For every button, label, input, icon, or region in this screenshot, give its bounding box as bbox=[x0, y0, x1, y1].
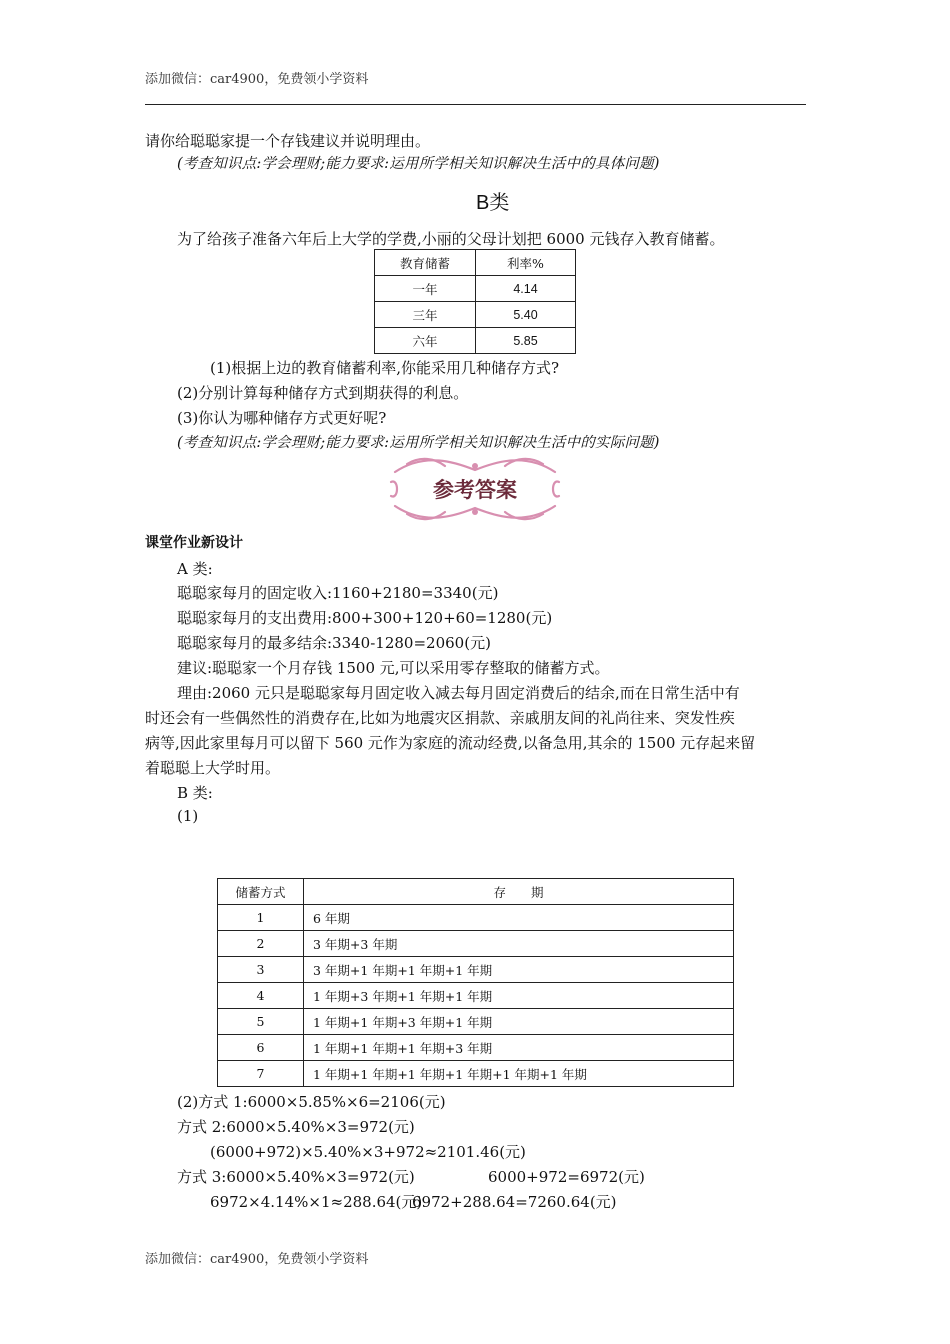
table-header-row bbox=[218, 879, 734, 905]
reason-line: 理由:2060 元只是聪聪家每月固定收入减去每月固定消费后的结余,而在日常生活中有 bbox=[177, 684, 740, 702]
table-cell: 3 年期+3 年期 bbox=[304, 931, 734, 957]
table-row bbox=[218, 957, 734, 983]
b-label: B 类: bbox=[177, 784, 213, 802]
table-cell: 三年 bbox=[375, 302, 476, 328]
question-1: (1)根据上边的教育储蓄利率,你能采用几种储存方式? bbox=[210, 359, 560, 377]
table-cell: 1 年期+1 年期+3 年期+1 年期 bbox=[304, 1009, 734, 1035]
question-2: (2)分别计算每种储存方式到期获得的利息。 bbox=[177, 384, 469, 402]
section-b-desc: 为了给孩子准备六年后上大学的学费,小丽的父母计划把 6000 元钱存入教育储蓄。 bbox=[177, 230, 725, 248]
b-part-1: (1) bbox=[177, 807, 199, 825]
table-cell: 1 年期+1 年期+1 年期+1 年期+1 年期+1 年期 bbox=[304, 1061, 734, 1087]
reason-line: 着聪聪上大学时用。 bbox=[145, 759, 281, 777]
table-row bbox=[218, 1061, 734, 1087]
table-row bbox=[218, 1009, 734, 1035]
storage-methods-table bbox=[217, 878, 734, 1087]
answer-banner bbox=[385, 452, 565, 526]
table-header-row bbox=[375, 250, 576, 276]
method-3-total: 6972+288.64=7260.64(元) bbox=[412, 1193, 617, 1211]
table-cell: 5.40 bbox=[476, 302, 576, 328]
table-cell: 一年 bbox=[375, 276, 476, 302]
table-cell: 5.85 bbox=[476, 328, 576, 354]
page-footer: 添加微信：car4900，免费领小学资料 bbox=[145, 1252, 369, 1267]
table-cell: 1 年期+1 年期+1 年期+3 年期 bbox=[304, 1035, 734, 1061]
section-b-note: (考查知识点:学会理财;能力要求:运用所学相关知识解决生活中的实际问题) bbox=[177, 435, 660, 451]
method-3-sum: 6000+972=6972(元) bbox=[488, 1168, 645, 1186]
intro-note: (考查知识点:学会理财;能力要求:运用所学相关知识解决生活中的具体问题) bbox=[177, 156, 660, 172]
table-row bbox=[218, 905, 734, 931]
method-3: 方式 3:6000×5.40%×3=972(元) bbox=[177, 1168, 415, 1186]
intro-line: 请你给聪聪家提一个存钱建议并说明理由。 bbox=[145, 132, 431, 150]
table-cell: 2 bbox=[218, 931, 304, 957]
answer-line: 聪聪家每月的支出费用:800+300+120+60=1280(元) bbox=[177, 609, 553, 627]
table-header-cell: 利率% bbox=[476, 250, 576, 276]
answer-line: 聪聪家每月的最多结余:3340-1280=2060(元) bbox=[177, 634, 491, 652]
banner-text: 参考答案 bbox=[433, 477, 517, 502]
table-cell: 1 bbox=[218, 905, 304, 931]
table-header-cell: 储蓄方式 bbox=[218, 879, 304, 905]
question-3: (3)你认为哪种储存方式更好呢? bbox=[177, 409, 387, 427]
table-cell: 7 bbox=[218, 1061, 304, 1087]
table-row bbox=[375, 276, 576, 302]
table-row bbox=[375, 302, 576, 328]
table-row bbox=[218, 1035, 734, 1061]
answer-line: 建议:聪聪家一个月存钱 1500 元,可以采用零存整取的储蓄方式。 bbox=[177, 659, 610, 677]
table-cell: 3 bbox=[218, 957, 304, 983]
answer-line: 聪聪家每月的固定收入:1160+2180=3340(元) bbox=[177, 584, 499, 602]
a-label: A 类: bbox=[177, 560, 213, 578]
table-cell: 1 年期+3 年期+1 年期+1 年期 bbox=[304, 983, 734, 1009]
table-header-cell: 教育储蓄 bbox=[375, 250, 476, 276]
table-row bbox=[218, 983, 734, 1009]
table-cell: 4 bbox=[218, 983, 304, 1009]
method-3-interest: 6972×4.14%×1≈288.64(元) bbox=[210, 1193, 423, 1211]
reason-line: 时还会有一些偶然性的消费存在,比如为地震灾区捐款、亲戚朋友间的礼尚往来、突发性疾 bbox=[145, 709, 735, 727]
table-cell: 六年 bbox=[375, 328, 476, 354]
page-header: 添加微信：car4900，免费领小学资料 bbox=[145, 72, 369, 87]
table-row bbox=[375, 328, 576, 354]
table-row bbox=[218, 931, 734, 957]
answers-heading: 课堂作业新设计 bbox=[145, 535, 243, 551]
header-rule bbox=[145, 104, 806, 105]
reason-line: 病等,因此家里每月可以留下 560 元作为家庭的流动经费,以备急用,其余的 1500 元存起来留 bbox=[145, 734, 756, 752]
table-header-cell: 存 期 bbox=[304, 879, 734, 905]
method-1: (2)方式 1:6000×5.85%×6=2106(元) bbox=[177, 1093, 446, 1111]
method-2: 方式 2:6000×5.40%×3=972(元) bbox=[177, 1118, 415, 1136]
table-cell: 6 年期 bbox=[304, 905, 734, 931]
savings-rate-table bbox=[374, 249, 576, 354]
table-cell: 6 bbox=[218, 1035, 304, 1061]
method-2-detail: (6000+972)×5.40%×3+972≈2101.46(元) bbox=[210, 1143, 526, 1161]
table-cell: 3 年期+1 年期+1 年期+1 年期 bbox=[304, 957, 734, 983]
table-cell: 5 bbox=[218, 1009, 304, 1035]
table-cell: 4.14 bbox=[476, 276, 576, 302]
section-b-title: B类 bbox=[476, 192, 510, 214]
